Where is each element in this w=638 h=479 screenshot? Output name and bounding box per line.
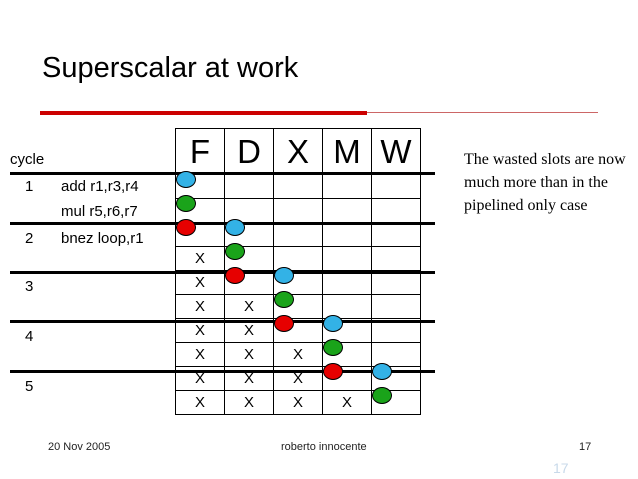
stage-header-x: X [274, 129, 323, 175]
stall-mark: X [176, 319, 225, 343]
grid-cell [372, 295, 421, 319]
grid-row [176, 247, 421, 271]
grid-cell [372, 223, 421, 247]
grid-cell [274, 199, 323, 223]
title-underline-thin [367, 112, 598, 113]
blue-instruction-icon [372, 363, 392, 380]
grid-cell [274, 175, 323, 199]
grid-cell [372, 199, 421, 223]
grid-cell [372, 175, 421, 199]
footer-date: 20 Nov 2005 [48, 441, 111, 453]
footer-author: roberto innocente [281, 441, 367, 453]
pipeline-grid [175, 128, 421, 415]
red-instruction-icon [323, 363, 343, 380]
green-instruction-icon [323, 339, 343, 356]
cycle-number: 4 [25, 328, 34, 345]
cycle-number: 1 [25, 178, 34, 195]
grid-cell [323, 223, 372, 247]
grid-cell [274, 319, 323, 343]
stage-header-f: F [176, 129, 225, 175]
grid-cell [274, 223, 323, 247]
grid-cell [176, 223, 225, 247]
grid-cell [225, 271, 274, 295]
cycle-number: 5 [25, 378, 34, 395]
stage-header-d: D [225, 129, 274, 175]
instruction-label: bnez loop,r1 [61, 230, 144, 247]
blue-instruction-icon [323, 315, 343, 332]
cycle-number: 2 [25, 230, 34, 247]
stall-mark: X [225, 391, 274, 415]
cycle-number: 3 [25, 278, 34, 295]
red-instruction-icon [176, 219, 196, 236]
grid-cell [323, 271, 372, 295]
footer-page-number: 17 [579, 441, 592, 453]
grid-cell [372, 319, 421, 343]
stall-mark: X [274, 391, 323, 415]
stage-header-w: W [372, 129, 421, 175]
stall-mark: X [274, 367, 323, 391]
stall-mark: X [274, 343, 323, 367]
grid-cell [372, 391, 421, 415]
grid-row [176, 223, 421, 247]
stall-mark: X [176, 343, 225, 367]
stall-mark: X [176, 271, 225, 295]
grid-row [176, 295, 421, 319]
stall-mark: X [225, 319, 274, 343]
side-note: The wasted slots are now much more than in the pipelined only case [464, 151, 626, 214]
grid-row [176, 175, 421, 199]
stall-mark: X [176, 247, 225, 271]
grid-cell [225, 175, 274, 199]
stall-mark: X [176, 367, 225, 391]
blue-instruction-icon [225, 219, 245, 236]
stall-mark: X [225, 367, 274, 391]
red-instruction-icon [274, 315, 294, 332]
stall-mark: X [176, 391, 225, 415]
grid-cell [323, 247, 372, 271]
page-watermark: 17 [553, 460, 569, 476]
grid-row [176, 199, 421, 223]
green-instruction-icon [372, 387, 392, 404]
grid-row [176, 319, 421, 343]
red-instruction-icon [225, 267, 245, 284]
green-instruction-icon [176, 195, 196, 212]
green-instruction-icon [225, 243, 245, 260]
stage-header-row [176, 129, 421, 175]
grid-cell [323, 367, 372, 391]
stall-mark: X [225, 295, 274, 319]
title-underline [40, 111, 367, 115]
stall-mark: X [323, 391, 372, 415]
grid-cell [323, 175, 372, 199]
stage-header-m: M [323, 129, 372, 175]
grid-cell [372, 271, 421, 295]
grid-row [176, 271, 421, 295]
green-instruction-icon [274, 291, 294, 308]
stall-mark: X [225, 343, 274, 367]
blue-instruction-icon [274, 267, 294, 284]
instruction-label: mul r5,r6,r7 [61, 203, 138, 220]
stall-mark: X [176, 295, 225, 319]
grid-cell [372, 247, 421, 271]
grid-cell [323, 199, 372, 223]
cycle-header: cycle [10, 151, 45, 168]
grid-row [176, 391, 421, 415]
slide-title: Superscalar at work [42, 52, 299, 84]
instruction-label: add r1,r3,r4 [61, 178, 139, 195]
blue-instruction-icon [176, 171, 196, 188]
